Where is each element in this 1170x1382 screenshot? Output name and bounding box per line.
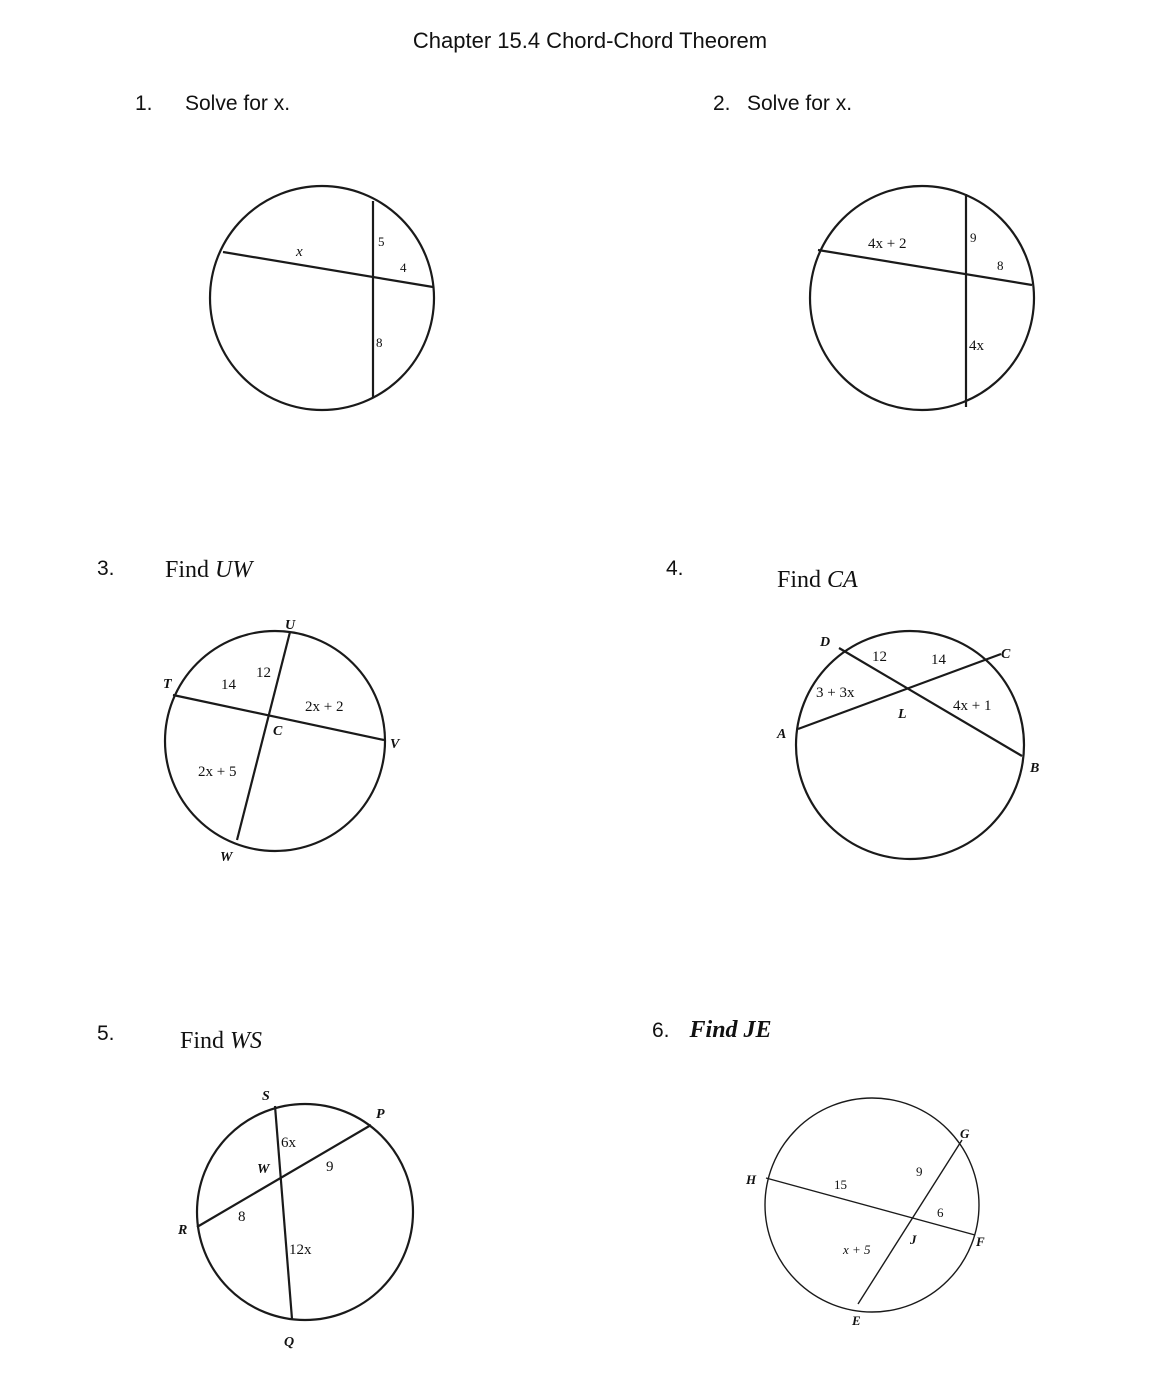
problem-1-prompt: Solve for x.	[185, 92, 291, 115]
p4-label-C: C	[1001, 647, 1011, 662]
p5-label-P: P	[376, 1107, 385, 1122]
p3-label-C: C	[273, 724, 283, 739]
problem-6-number: 6.	[652, 1019, 670, 1042]
problem-5-number: 5.	[97, 1022, 115, 1045]
problem-4-prompt-verb: Find	[777, 567, 822, 593]
p5-label-S: S	[262, 1089, 270, 1104]
p1-label-5: 5	[378, 234, 385, 249]
p3-label-2x-plus-5: 2x + 5	[198, 764, 237, 780]
p6-label-H: H	[746, 1172, 757, 1187]
p6-label-9: 9	[916, 1164, 923, 1179]
problem-4-prompt-var: CA	[827, 567, 858, 593]
p4-label-L: L	[898, 707, 907, 722]
p6-chord-GE	[858, 1140, 962, 1304]
p6-label-J: J	[910, 1232, 917, 1247]
p6-circle	[765, 1098, 979, 1312]
p5-label-6x: 6x	[281, 1135, 296, 1151]
p5-label-R: R	[178, 1223, 188, 1238]
p4-label-12: 12	[872, 649, 887, 665]
p4-label-4x-plus-1: 4x + 1	[953, 698, 992, 714]
problem-2-prompt: Solve for x.	[747, 92, 853, 115]
p6-chord-HF	[766, 1178, 975, 1235]
p4-label-14: 14	[931, 652, 946, 668]
problem-3-prompt-verb: Find	[165, 557, 210, 583]
p3-label-12: 12	[256, 665, 271, 681]
p6-label-6: 6	[937, 1205, 944, 1220]
p4-label-A: A	[777, 727, 787, 742]
p5-label-W: W	[257, 1162, 270, 1177]
p3-label-2x-plus-2: 2x + 2	[305, 699, 344, 715]
p5-label-12x: 12x	[289, 1242, 312, 1258]
p2-label-4x-plus-2: 4x + 2	[868, 236, 907, 252]
problem-3-prompt-var: UW	[215, 557, 253, 583]
p5-label-Q: Q	[284, 1335, 295, 1350]
problem-3-number: 3.	[97, 557, 115, 580]
problem-1-number: 1.	[135, 92, 153, 115]
p6-label-E: E	[852, 1313, 861, 1328]
p3-label-14: 14	[221, 677, 236, 693]
problem-5-prompt-verb: Find	[180, 1028, 225, 1054]
p4-label-B: B	[1030, 761, 1040, 776]
p5-label-8: 8	[238, 1209, 246, 1225]
p1-label-4: 4	[400, 260, 407, 275]
problem-6-prompt: Find JE	[689, 1017, 772, 1043]
p1-label-8: 8	[376, 335, 383, 350]
p3-label-T: T	[163, 677, 172, 692]
problem-5-prompt-var: WS	[230, 1028, 263, 1054]
problem-2-number: 2.	[713, 92, 731, 115]
p2-label-9: 9	[970, 230, 977, 245]
p5-label-9: 9	[326, 1159, 334, 1175]
p6-label-15: 15	[834, 1177, 847, 1192]
problem-4-number: 4.	[666, 557, 684, 580]
p2-label-4x: 4x	[969, 338, 984, 354]
p2-label-8: 8	[997, 258, 1004, 273]
p6-label-x-plus-5: x + 5	[843, 1242, 871, 1257]
p3-label-V: V	[390, 737, 400, 752]
p3-label-W: W	[220, 850, 233, 865]
p6-label-G: G	[960, 1126, 970, 1141]
p3-label-U: U	[285, 618, 296, 633]
p6-label-F: F	[976, 1234, 985, 1249]
p1-label-x: x	[296, 244, 303, 260]
page-title: Chapter 15.4 Chord-Chord Theorem	[412, 28, 768, 53]
p4-label-D: D	[820, 635, 831, 650]
p4-label-3-plus-3x: 3 + 3x	[816, 685, 855, 701]
